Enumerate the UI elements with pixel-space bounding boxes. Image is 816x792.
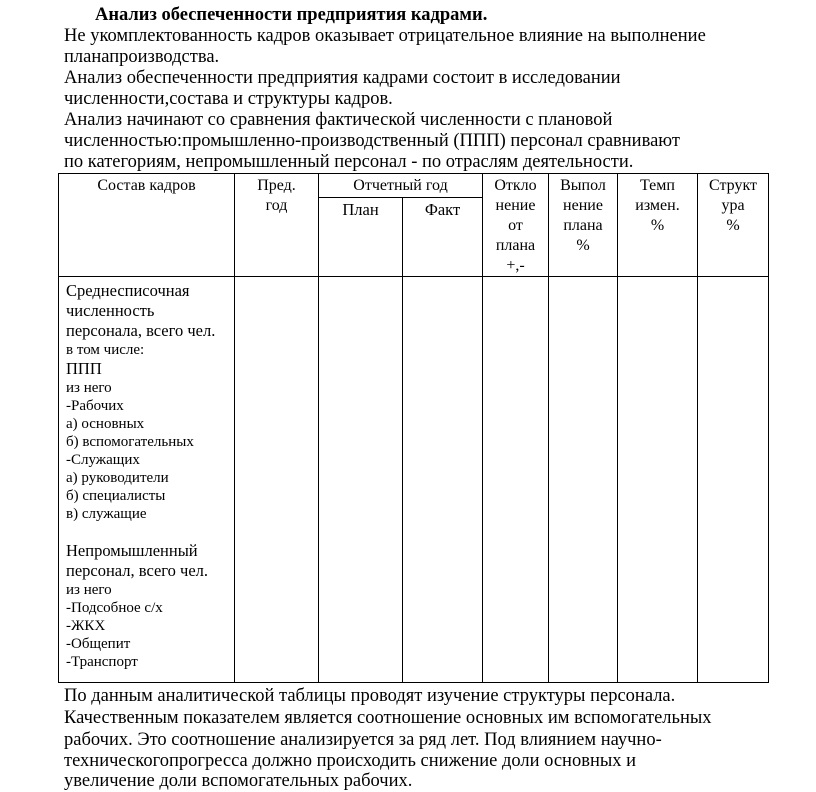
header-prev-year: Пред. год	[235, 174, 319, 277]
header-deviation: Откло нение от плана +,-	[483, 174, 549, 277]
composition-cell	[59, 277, 235, 683]
row-label: -Рабочих	[66, 398, 124, 414]
row-label: б) вспомогательных	[66, 434, 194, 450]
row-label: -Транспорт	[66, 654, 138, 670]
row-label: -Подсобное с/х	[66, 600, 163, 616]
row-label: -ЖКХ	[66, 618, 106, 634]
intro-line: Анализ обеспеченности предприятия кадрами состоит в исследовании	[64, 68, 621, 88]
header-structure: Структ ура %	[698, 174, 769, 277]
intro-line: Анализ начинают со сравнения фактической численности с плановой	[64, 110, 613, 130]
row-label: б) специалисты	[66, 488, 166, 504]
row-label: в) служащие	[66, 506, 147, 522]
row-label: ППП	[66, 359, 102, 378]
cell-structure	[698, 277, 769, 683]
intro-line: численности,состава и структуры кадров.	[64, 89, 393, 109]
outro-line: рабочих. Это соотношение анализируется за ряд лет. Под влиянием научно-	[64, 730, 662, 750]
outro-line: По данным аналитической таблицы проводят изучение структуры персонала.	[64, 686, 676, 706]
intro-line: численностью:промышленно-производственный (ППП) персонал сравнивают	[64, 131, 680, 151]
row-label: Непромышленный	[66, 541, 198, 560]
intro-line: по категориям, непромышленный персонал - по отраслям деятельности.	[64, 152, 634, 172]
row-label: а) основных	[66, 416, 145, 432]
header-composition: Состав кадров	[59, 174, 235, 277]
row-label: из него	[66, 582, 112, 598]
row-label: -Служащих	[66, 452, 140, 468]
row-label: персонал, всего чел.	[66, 561, 209, 580]
outro-line: Качественным показателем является соотношение основных им вспомогательных	[64, 708, 712, 728]
cell-prev-year	[235, 277, 319, 683]
intro-line: планапроизводства.	[64, 47, 220, 67]
cell-fulfillment	[549, 277, 618, 683]
cell-growth-rate	[618, 277, 698, 683]
staffing-analysis-table	[58, 173, 769, 683]
outro-line: техническогопрогресса должно происходить снижение доли основных и	[64, 751, 637, 771]
row-label: из него	[66, 380, 112, 396]
header-fulfillment: Выпол нение плана %	[549, 174, 618, 277]
document-title: Анализ обеспеченности предприятия кадрами.	[95, 5, 488, 25]
cell-fact	[403, 277, 483, 683]
cell-plan	[319, 277, 403, 683]
row-label: персонала, всего чел.	[66, 321, 216, 340]
header-fact: Факт	[403, 197, 483, 276]
outro-line: увеличение доли вспомогательных рабочих.	[64, 771, 413, 791]
cell-deviation	[483, 277, 549, 683]
header-report-year: Отчетный год	[319, 174, 483, 198]
row-label: Среднесписочная	[66, 281, 190, 300]
row-label: в том числе:	[66, 342, 145, 358]
header-growth-rate: Темп измен. %	[618, 174, 698, 277]
intro-line: Не укомплектованность кадров оказывает отрицательное влияние на выполнение	[64, 26, 706, 46]
header-plan: План	[319, 197, 403, 276]
row-label: -Общепит	[66, 636, 131, 652]
row-label: численность	[66, 301, 155, 320]
row-label: а) руководители	[66, 470, 169, 486]
